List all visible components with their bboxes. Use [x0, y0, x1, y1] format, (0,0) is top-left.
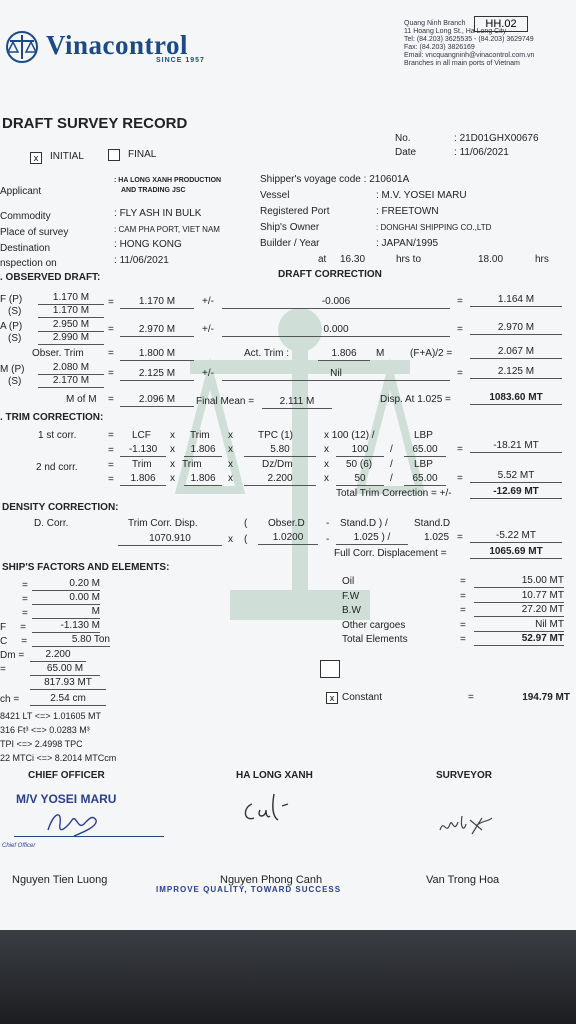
factor-2: 0.00 M [32, 592, 100, 605]
draft-correction-heading: DRAFT CORRECTION [278, 269, 382, 280]
final-label: FINAL [128, 149, 157, 160]
second-corr-label: 2 nd corr. [36, 462, 78, 473]
mp-label: M (P) [0, 364, 25, 375]
survey-document: Vinacontrol SINCE 1957 HH.02 Quang Ninh Branch 11 Hoang Long St., Ha Long City Tel: (84.203) 3625535 - (84.203) 3629749 Fax: (84.203) 3826169 Email: vncquangninh@vinacontrol.com.vn Branches in all main ports of Vietnam DRAFT SURVEY RECORD No. Date : 21D01GHX00676 : 11/06/2021 x INITIAL FINAL Applicant Commodity Place of survey Destination nspection on : HA LONG XANH PRODUCTION AND TRADING JSC : FLY ASH IN BULK : CAM PHA PORT, VIET NAM : HONG KONG : 11/06/2021 Shipper's voyage code : 210601A Vessel Registered Port Ship's Owner Builder / Year : M.V. YOSEI MARU : FREETOWN : DONGHAI SHIPPING CO.,LTD : JAPAN/1995 at 16.30 hrs to 18.00 hrs . OBSERVED DRAFT: DRAFT CORRECTION F (P) (S) A (P) (S) Obser. Trim M (P) (S) M of M 1.170 M 1.170 M 2.950 M 2.990 M 2.080 M 2.170 M = = = = = 1.170 M 2.970 M 1.800 M 2.125 M 2.096 M +/- +/- +/- -0.006 0.000 Nil = = = 1.164 M 2.970 M 2.125 M Act. Trim : 1.806 M (F+A)/2 = 2.067 M Final Mean = 2.111 M Disp. At 1.025 = 1083.60 MT . TRIM CORRECTION: 1 st corr. 2 nd corr. = = = = LCF x Trim x TPC (1) x 100 (12) / LBP -1.130 x 1.806 x 5.80 x 100 / 65.00 = -18.21 MT Trim x Trim x Dz/Dm x 50 (6) / LBP 1.806 x 1.806 x 2.200 x 50 / 65.00 = 5.52 MT Total Trim Correction = +/- -12.69 MT DENSITY CORRECTION: D. Corr. Trim Corr. Disp. 1070.910 x ( ( Obser.D 1.0200 - - Stand.D ) / 1.025 ) / Stand.D 1.025 = -5.22 MT Full Corr. Displacement = 1065.69 MT SHIP'S FACTORS AND ELEMENTS: = = = F = C = Dm = = ch = 0.20 M 0.00 M M -1.130 M 5.80 Ton 2.200 65.00 M 817.93 MT 2.54 cm 8421 LT <=> 1.01605 MT 316 Ft³ <=> 0.0283 M³ TPI <=> 2.4998 TPC 22 MTCi <=> 8.2014 MTCcm Oil F.W B.W Other cargoes Total Elements = = = = = 15.00 MT 10.77 MT 27.20 MT Nil MT 52.97 MT x Constant = 194.79 MT CHIEF OFFICER HA LONG XANH SURVEYOR M/V YOSEI MARU Chief Officer Nguyen Tien Luong Nguyen Phong Canh Van Trong Hoa IMPROVE QUALITY, TOWARD SUCCESS [0, 0, 576, 960]
background-surface [0, 930, 576, 1024]
inspection-value: 11/06/2021 [119, 255, 169, 266]
lbp-value-2: 65.00 [404, 473, 446, 486]
pm-3: +/- [202, 368, 214, 379]
commodity-label: Commodity [0, 211, 51, 222]
branch-name: Quang Ninh Branch [404, 20, 466, 27]
mofm-value: 2.096 M [120, 394, 194, 407]
dzdm-label: Dz/Dm [262, 459, 293, 470]
at-label: at [318, 254, 327, 265]
ship-stamp: M/V YOSEI MARU [16, 792, 117, 806]
pm-1: +/- [202, 296, 214, 307]
tpc-label: TPC (1) [258, 430, 293, 441]
std-density-value-2: 1.025 [424, 532, 450, 543]
lbp-label-2: LBP [414, 459, 433, 470]
density-heading: DENSITY CORRECTION: [2, 502, 119, 513]
ap-value: 2.950 M [38, 319, 104, 332]
m-mean: 2.125 M [120, 368, 194, 381]
trim-value-3: 1.806 [184, 473, 222, 486]
final-mean-label: Final Mean = [196, 396, 255, 407]
oil-value: 15.00 MT [474, 575, 564, 588]
dcorr-label: D. Corr. [34, 518, 69, 529]
fp-value: 1.170 M [38, 292, 104, 305]
vessel-label: Vessel [260, 190, 290, 201]
dm-factor-label: Dm = [0, 650, 25, 661]
conv-mtc: 22 MTCi <=> 8.2014 MTCcm [0, 753, 117, 763]
act-trim-label: Act. Trim : [244, 348, 289, 359]
obs-density-label: Obser.D [268, 518, 305, 529]
obs-trim-label: Obser. Trim [32, 348, 84, 359]
bw-label: B.W [342, 605, 361, 616]
builder-label: Builder / Year [260, 238, 320, 249]
conv-tpi: TPI <=> 2.4998 TPC [0, 739, 83, 749]
act-trim-unit: M [376, 348, 385, 359]
lbp-value-1: 65.00 [404, 444, 446, 457]
surveyor-title: SURVEYOR [436, 770, 492, 781]
total-elements-label: Total Elements [342, 634, 408, 645]
tcd-label: Trim Corr. Disp. [128, 518, 198, 529]
total-trim-value: -12.69 MT [470, 486, 562, 499]
a-correction: 0.000 [222, 324, 450, 337]
record-number: 21D01GHX00676 [459, 133, 539, 144]
chief-officer-name: Nguyen Tien Luong [12, 874, 108, 886]
x50-label: 50 (6) [346, 459, 373, 470]
stamp-subtitle: Chief Officer [2, 843, 36, 849]
ms-label: (S) [8, 376, 22, 387]
trim-value-2: 1.806 [120, 473, 166, 486]
branch-tel: Tel: (84.203) 3625535 - (84.203) 3629749 [404, 36, 534, 43]
builder-value: : JAPAN/1995 [376, 238, 439, 249]
ref-code: HH.02 [474, 16, 528, 32]
constant-checkbox[interactable]: x [326, 692, 338, 704]
place-label: Place of survey [0, 227, 69, 238]
factor-ch: 2.54 cm [30, 693, 106, 706]
std-density-value: 1.025 ) / [336, 532, 408, 545]
factor-mt: 817.93 MT [30, 677, 106, 690]
x100-label: x 100 (12) / [324, 430, 375, 441]
final-mean-value: 2.111 M [262, 396, 332, 409]
tcd-value: 1070.910 [118, 533, 222, 546]
owner-label: Ship's Owner [260, 222, 320, 233]
a-result: 2.970 M [470, 322, 562, 335]
obs-density-value: 1.0200 [258, 532, 318, 545]
factor-c: 5.80 Ton [32, 634, 110, 647]
owner-rep-name: Nguyen Phong Canh [220, 874, 323, 886]
m-result: 2.125 M [470, 366, 562, 379]
fs-value: 1.170 M [38, 305, 104, 318]
fa2-value: 2.067 M [470, 346, 562, 359]
factor-1: 0.20 M [32, 578, 100, 591]
applicant-line1: HA LONG XANH PRODUCTION [118, 177, 222, 184]
trim-label-3: Trim [182, 459, 202, 470]
total-elements-value: 52.97 MT [474, 633, 564, 646]
vessel-value: : M.V. YOSEI MARU [376, 190, 467, 201]
chief-signature-icon [44, 806, 104, 842]
no-label: No. [395, 133, 411, 144]
disp-label: Disp. At 1.025 = [380, 394, 451, 405]
inspection-label: nspection on [0, 258, 57, 269]
lcf-value: -1.130 [120, 444, 166, 457]
first-corr-label: 1 st corr. [38, 430, 77, 441]
full-disp-label: Full Corr. Displacement = [334, 548, 447, 559]
page-title: DRAFT SURVEY RECORD [2, 115, 188, 132]
owner-title: HA LONG XANH [236, 770, 313, 781]
f-factor-label: F [0, 622, 7, 633]
f-mean: 1.170 M [120, 296, 194, 309]
applicant-label: Applicant [0, 186, 42, 197]
a-mean: 2.970 M [120, 324, 194, 337]
f-result: 1.164 M [470, 294, 562, 307]
destination-value: HONG KONG [119, 239, 182, 250]
constant-label: Constant [342, 692, 383, 703]
fifty-value: 50 [336, 473, 384, 486]
branch-email: Email: vncquangninh@vinacontrol.com.vn [404, 52, 535, 59]
brand-name: Vinacontrol [46, 30, 189, 60]
trim-value-1: 1.806 [184, 444, 222, 457]
m-correction: Nil [222, 368, 450, 381]
trim-correction-heading: . TRIM CORRECTION: [0, 412, 104, 423]
vinacontrol-logo-icon [4, 30, 40, 64]
f-correction: -0.006 [222, 296, 450, 309]
fw-label: F.W [342, 591, 360, 602]
fs-label: (S) [8, 306, 22, 317]
applicant-line2: AND TRADING JSC [121, 187, 186, 194]
voyage-label: Shipper's voyage code : [260, 174, 367, 185]
record-date: 11/06/2021 [459, 147, 509, 158]
destination-label: Destination [0, 243, 51, 254]
place-value: CAM PHA PORT, VIET NAM [118, 225, 220, 234]
factor-3: M [32, 606, 100, 619]
fp-label: F (P) [0, 294, 23, 305]
initial-checkbox[interactable]: x [30, 152, 42, 164]
oil-label: Oil [342, 576, 355, 587]
dzdm-value: 2.200 [244, 473, 316, 486]
factors-heading: SHIP'S FACTORS AND ELEMENTS: [2, 562, 170, 573]
observed-draft-heading: . OBSERVED DRAFT: [0, 272, 101, 283]
second-corr-result: 5.52 MT [470, 470, 562, 483]
other-value: Nil MT [474, 619, 564, 632]
fw-value: 10.77 MT [474, 590, 564, 603]
factor-p: 65.00 M [30, 663, 100, 676]
initial-label: INITIAL [50, 151, 84, 162]
date-label: Date [395, 147, 417, 158]
factor-f: -1.130 M [32, 620, 100, 633]
voyage-value: 210601A [369, 174, 410, 185]
constant-value: 194.79 MT [522, 692, 570, 703]
owner-signature-icon [238, 788, 298, 828]
lbp-label: LBP [414, 430, 433, 441]
density-result: -5.22 MT [470, 530, 562, 543]
port-value: : FREETOWN [376, 206, 439, 217]
total-trim-label: Total Trim Correction = +/- [336, 488, 452, 499]
chief-officer-title: CHIEF OFFICER [28, 770, 105, 781]
pm-2: +/- [202, 324, 214, 335]
as-label: (S) [8, 333, 22, 344]
blank-checkbox[interactable] [320, 660, 340, 678]
branch-note: Branches in all main ports of Vietnam [404, 60, 520, 67]
ap-label: A (P) [0, 321, 23, 332]
hrs-to-label: hrs to [396, 254, 422, 265]
surveyor-name: Van Trong Hoa [426, 874, 500, 886]
act-trim-value: 1.806 [318, 348, 370, 361]
time-from: 16.30 [340, 254, 366, 265]
hundred-value: 100 [336, 444, 384, 457]
other-label: Other cargoes [342, 620, 406, 631]
c-factor-label: C [0, 636, 8, 647]
bw-value: 27.20 MT [474, 604, 564, 617]
since-text: SINCE 1957 [156, 57, 205, 64]
ch-factor-label: ch = [0, 694, 20, 705]
commodity-value: FLY ASH IN BULK [119, 208, 202, 219]
ms-value: 2.170 M [38, 375, 104, 388]
tpc-value: 5.80 [244, 444, 316, 457]
final-checkbox[interactable] [108, 149, 120, 161]
owner-value: : DONGHAI SHIPPING CO.,LTD [376, 223, 492, 232]
std-density-label: Stand.D ) / [340, 518, 388, 529]
branch-info [404, 20, 534, 68]
disp-value: 1083.60 MT [470, 392, 562, 405]
time-to: 18.00 [478, 254, 504, 265]
conv-lt: 8421 LT <=> 1.01605 MT [0, 711, 101, 721]
motto: IMPROVE QUALITY, TOWARD SUCCESS [156, 885, 342, 894]
branch-fax: Fax: (84.203) 3826169 [404, 44, 475, 51]
lcf-label: LCF [132, 430, 151, 441]
mofm-label: M of M [66, 394, 97, 405]
fa2-label: (F+A)/2 = [410, 348, 453, 359]
conv-ft: 316 Ft³ <=> 0.0283 M³ [0, 725, 90, 735]
full-disp-value: 1065.69 MT [470, 546, 562, 559]
factor-dm: 2.200 [30, 649, 86, 662]
std-density-label-2: Stand.D [414, 518, 451, 529]
p-factor-label: = [0, 664, 6, 675]
branch-address: 11 Hoang Long St., Ha Long City [404, 28, 507, 35]
mp-value: 2.080 M [38, 362, 104, 375]
port-label: Registered Port [260, 206, 330, 217]
surveyor-signature-icon [436, 808, 496, 842]
as-value: 2.990 M [38, 332, 104, 345]
first-corr-result: -18.21 MT [470, 440, 562, 453]
trim-label-2: Trim [132, 459, 152, 470]
hrs-label: hrs [535, 254, 549, 265]
trim-label: Trim [190, 430, 210, 441]
obs-trim-value: 1.800 M [120, 348, 194, 361]
